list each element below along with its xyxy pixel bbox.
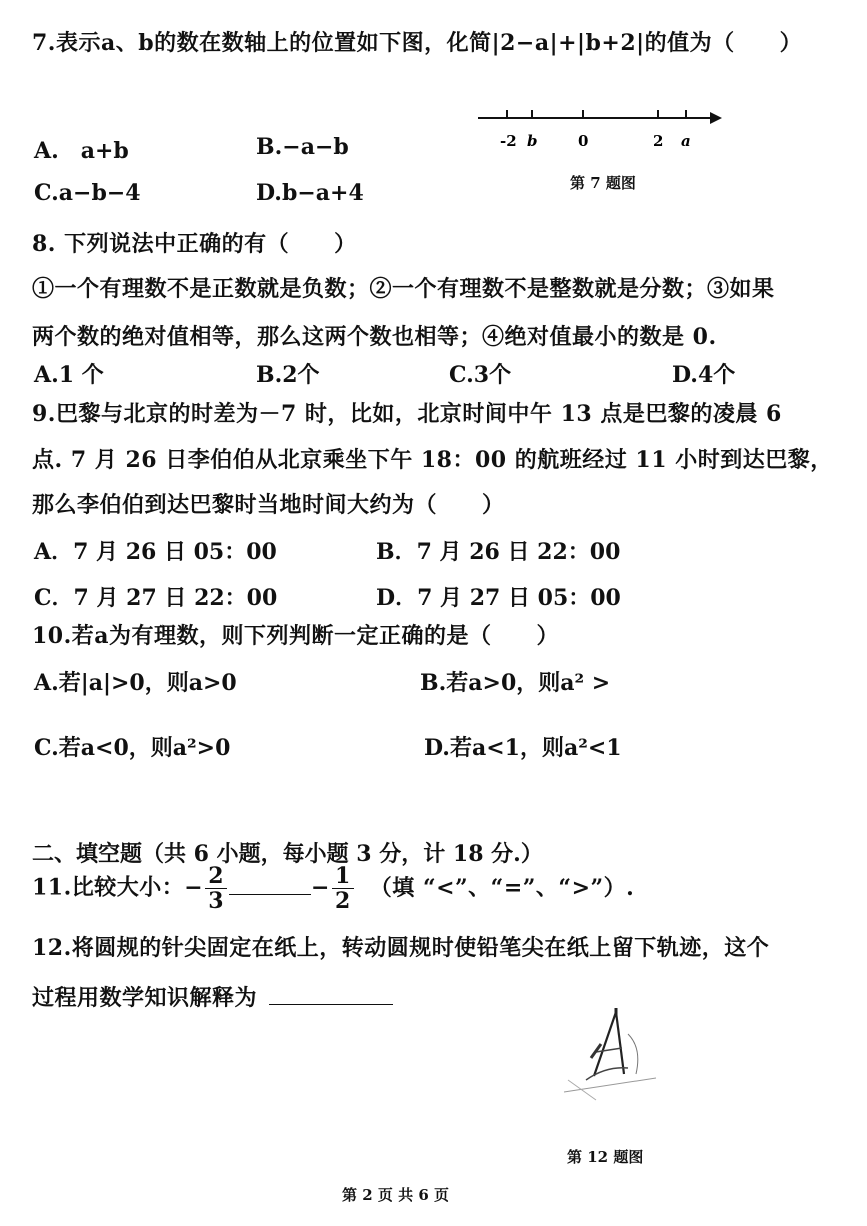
q7-number-line-figure: [470, 100, 740, 160]
compass-crossbar: [596, 1048, 622, 1052]
q8-option-b: B.2个: [256, 362, 320, 388]
q11-fraction-2-denominator: 2: [334, 888, 351, 914]
q12-answer-blank[interactable]: [269, 1004, 393, 1005]
label-2: 2: [653, 132, 664, 150]
q8-line2: 两个数的绝对值相等，那么这两个数也相等；④绝对值最小的数是 0.: [32, 324, 717, 350]
page-footer: 第 2 页 共 6 页: [342, 1186, 449, 1204]
q11-suffix: （填 “<”、“=”、“>”）.: [369, 874, 635, 901]
label-0: 0: [578, 132, 589, 150]
q10-option-a: A.若|a|>0，则a>0: [34, 670, 237, 696]
paper-edge-2: [568, 1080, 596, 1100]
q11-fraction-1-denominator: 3: [208, 888, 225, 914]
compass-arc: [586, 1068, 628, 1080]
q12-figure-caption: 第 12 题图: [567, 1148, 644, 1166]
q9-option-d: D．7 月 27 日 05：00: [376, 585, 621, 611]
q12-line2: 过程用数学知识解释为: [32, 985, 258, 1011]
q7-option-a: A. a+b: [34, 138, 129, 164]
q8-stem: 8. 下列说法中正确的有（ ）: [32, 231, 357, 257]
q9-line1: 9.巴黎与北京的时差为－7 时，比如，北京时间中午 13 点是巴黎的凌晨 6: [32, 401, 782, 427]
q8-line1: ①一个有理数不是正数就是负数；②一个有理数不是整数就是分数；③如果: [32, 276, 775, 302]
q7-option-b: B.−a−b: [256, 134, 349, 160]
q10-option-d: D.若a<1，则a²<1: [424, 735, 622, 761]
q7-figure-caption: 第 7 题图: [570, 174, 636, 192]
q10-option-b: B.若a>0，则a² >: [420, 670, 611, 696]
label-a: a: [681, 132, 691, 150]
q10-option-c: C.若a<0，则a²>0: [34, 735, 231, 761]
q9-line2: 点. 7 月 26 日李伯伯从北京乘坐下午 18：00 的航班经过 11 小时到达巴黎，: [32, 447, 833, 473]
q8-option-a: A.1 个: [34, 362, 104, 388]
q7-option-c: C.a−b−4: [34, 180, 141, 206]
q7-stem: 7.表示a、b的数在数轴上的位置如下图，化简|2−a|+|b+2|的值为（ ）: [32, 30, 803, 56]
q8-option-d: D.4个: [672, 362, 736, 388]
compass-leg-right: [616, 1012, 624, 1074]
q12-line2-wrap: [32, 981, 393, 1012]
compass-figure: [556, 1004, 666, 1102]
q9-option-b: B．7 月 26 日 22：00: [376, 539, 621, 565]
q9-option-c: C．7 月 27 日 22：00: [34, 585, 278, 611]
q11-line: [32, 864, 634, 913]
q11-fraction-2: [332, 864, 354, 913]
q11-sign2: −: [311, 874, 330, 901]
label-minus-2: -2: [500, 132, 517, 150]
q11-answer-blank[interactable]: [229, 894, 311, 895]
q12-line1: 12.将圆规的针尖固定在纸上，转动圆规时使铅笔尖在纸上留下轨迹，这个: [32, 935, 770, 961]
q11-prefix: 11.比较大小：: [32, 874, 185, 901]
q11-sign1: −: [184, 874, 204, 901]
q11-fraction-1-numerator: 2: [205, 864, 227, 889]
q11-fraction-2-numerator: 1: [332, 864, 354, 889]
q9-line3: 那么李伯伯到达巴黎时当地时间大约为（ ）: [32, 492, 505, 518]
q10-stem: 10.若a为有理数，则下列判断一定正确的是（ ）: [32, 623, 560, 649]
compass-leg-left: [594, 1012, 616, 1076]
q11-fraction-1: [205, 864, 227, 913]
section-2-title: 二、填空题（共 6 小题，每小题 3 分，计 18 分.）: [32, 841, 543, 867]
label-b: b: [527, 132, 538, 150]
q9-option-a: A．7 月 26 日 05：00: [34, 539, 277, 565]
compass-trace-arc: [628, 1034, 638, 1074]
paper-edge-1: [564, 1078, 656, 1092]
number-line-arrow: [710, 112, 722, 124]
q8-option-c: C.3个: [449, 362, 512, 388]
q7-option-d: D.b−a+4: [256, 180, 364, 206]
